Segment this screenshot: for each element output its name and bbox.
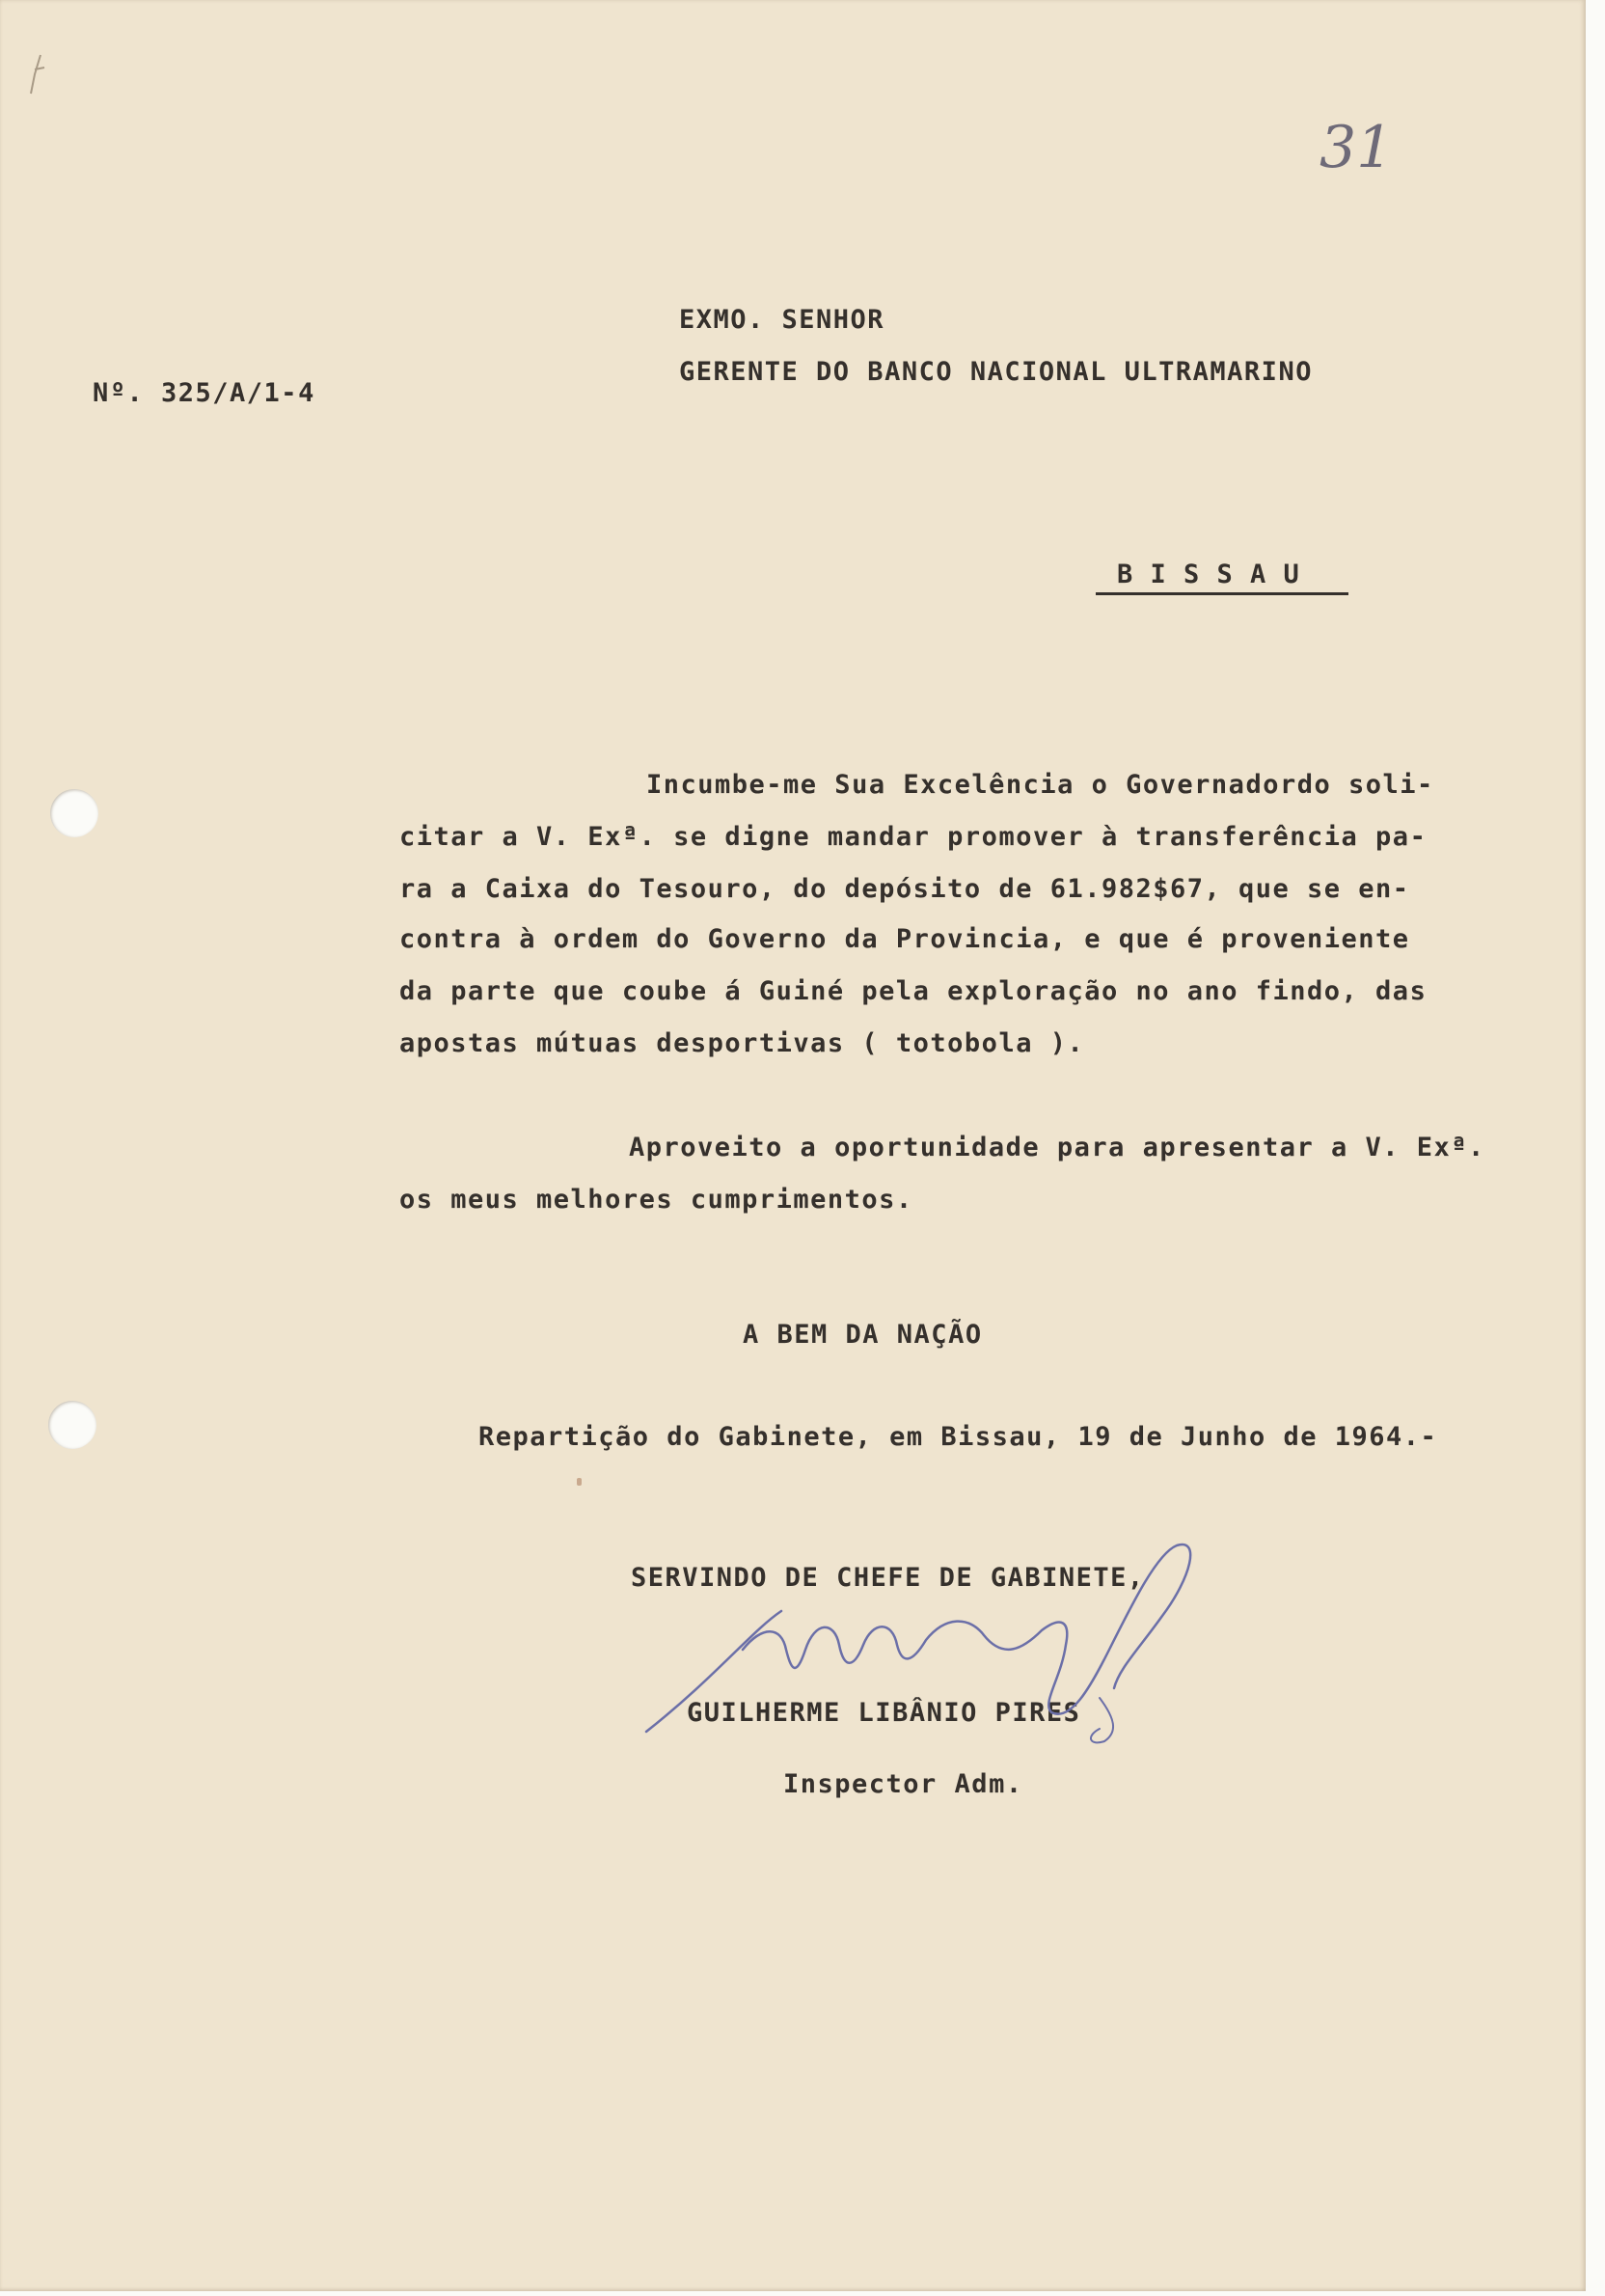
- body-line: os meus melhores cumprimentos.: [399, 1185, 913, 1215]
- body-line: ra a Caixa do Tesouro, do depósito de 61.982$67, que se en-: [399, 874, 1410, 904]
- body-line: da parte que coube á Guiné pela exploração no ano findo, das: [399, 976, 1428, 1006]
- city-underline: [1096, 592, 1348, 595]
- corner-mark: [23, 50, 52, 108]
- addressee-line-1: EXMO. SENHOR: [679, 305, 885, 335]
- handwritten-page-number: 31: [1319, 114, 1394, 181]
- punch-hole-bottom: [48, 1401, 96, 1449]
- body-line: Aproveito a oportunidade para apresentar a V. Exª.: [629, 1133, 1485, 1162]
- body-line: citar a V. Exª. se digne mandar promover à transferência pa-: [399, 822, 1428, 852]
- closing-salutation: A BEM DA NAÇÃO: [743, 1320, 983, 1350]
- reference-number: Nº. 325/A/1-4: [93, 378, 315, 408]
- body-line: apostas mútuas desportivas ( totobola ).: [399, 1028, 1085, 1058]
- signatory-role: SERVINDO DE CHEFE DE GABINETE,: [631, 1563, 1145, 1593]
- body-line: Incumbe-me Sua Excelência o Governadordo soli-: [646, 770, 1434, 800]
- addressee-city: B I S S A U: [1117, 560, 1300, 589]
- ink-speck: [577, 1478, 582, 1486]
- body-line: contra à ordem do Governo da Provincia, e que é proveniente: [399, 924, 1410, 954]
- punch-hole-top: [50, 789, 98, 837]
- handwritten-signature: [637, 1524, 1273, 1765]
- signatory-name: GUILHERME LIBÂNIO PIRES: [687, 1698, 1081, 1728]
- place-date: Repartição do Gabinete, em Bissau, 19 de Junho de 1964.-: [478, 1422, 1438, 1452]
- addressee-line-2: GERENTE DO BANCO NACIONAL ULTRAMARINO: [679, 357, 1313, 387]
- signatory-title: Inspector Adm.: [783, 1769, 1023, 1799]
